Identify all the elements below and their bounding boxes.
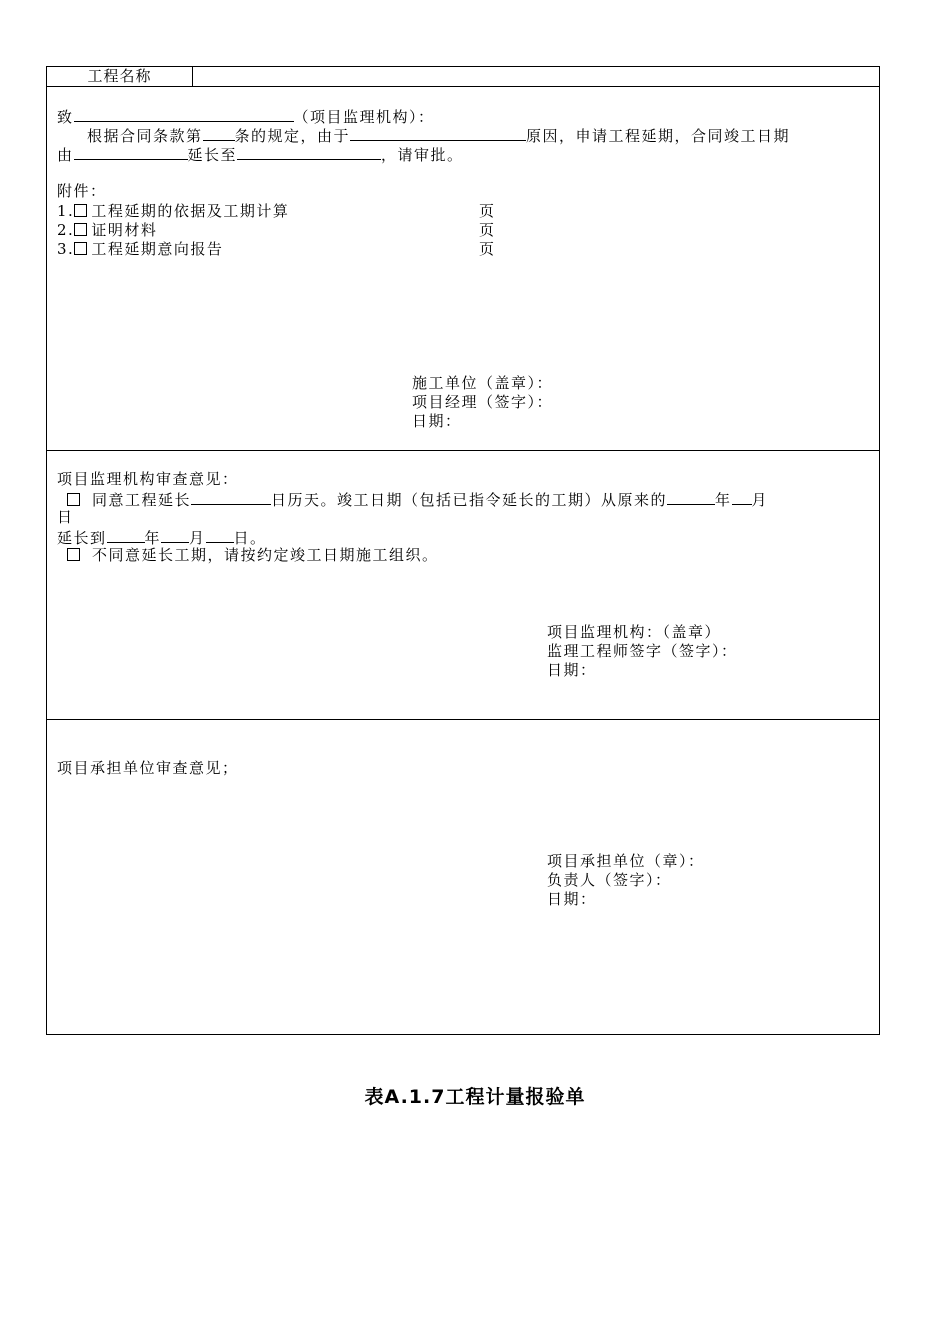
project-name-label: 工程名称: [47, 67, 193, 86]
table-caption: 表A.1.7工程计量报验单: [364, 1086, 586, 1108]
supervisor-seal-label: 项目监理机构：（盖章）: [547, 623, 722, 641]
pm-signature-label: 项目经理（签字）：: [412, 393, 554, 411]
disagree-line: 不同意延长工期，请按约定竣工日期施工组织。: [67, 546, 439, 565]
attachment-page: 页: [479, 221, 496, 239]
engineer-signature-label: 监理工程师签字（签字）：: [547, 642, 738, 660]
clause-line: 根据合同条款第 条的规定，由于 原因，申请工程延期，合同竣工日期: [87, 127, 791, 145]
original-day-label: 日: [57, 508, 74, 526]
attachment-item: 1. 工程延期的依据及工期计算: [57, 202, 290, 220]
clause-number-blank[interactable]: [203, 125, 235, 141]
date-label: 日期：: [412, 412, 462, 430]
days-blank[interactable]: [191, 489, 271, 505]
addressee-line: 致 （项目监理机构）：: [57, 108, 435, 126]
addressee-blank[interactable]: [74, 106, 294, 122]
date-label: 日期：: [547, 661, 597, 679]
checkbox[interactable]: [74, 204, 87, 217]
date-label: 日期：: [547, 890, 597, 908]
attachment-item: 2. 证明材料: [57, 221, 158, 239]
new-year-blank[interactable]: [107, 527, 145, 543]
original-month-blank[interactable]: [732, 489, 752, 505]
extension-application-form: [46, 66, 880, 1035]
checkbox[interactable]: [74, 223, 87, 236]
agree-checkbox[interactable]: [67, 493, 80, 506]
disagree-checkbox[interactable]: [67, 548, 80, 561]
checkbox[interactable]: [74, 242, 87, 255]
project-name-field[interactable]: [197, 67, 875, 86]
person-signature-label: 负责人（签字）：: [547, 871, 672, 889]
attachment-item: 3. 工程延期意向报告: [57, 240, 224, 258]
owner-seal-label: 项目承担单位（章）：: [547, 852, 705, 870]
extended-date-blank[interactable]: [237, 144, 381, 160]
extension-line: 由 延长至 ，请审批。: [57, 146, 464, 164]
owner-review-section: [47, 720, 879, 1034]
attachment-page: 页: [479, 240, 496, 258]
application-section: [47, 87, 879, 451]
original-year-blank[interactable]: [667, 489, 715, 505]
new-day-blank[interactable]: [206, 527, 234, 543]
project-name-row: [47, 67, 879, 87]
agree-line: 同意工程延长 日历天。竣工日期（包括已指令延长的工期）从原来的 年 月: [67, 489, 768, 510]
reason-blank[interactable]: [350, 125, 526, 141]
original-date-blank[interactable]: [74, 144, 188, 160]
owner-heading: 项目承担单位审查意见；: [57, 759, 239, 777]
contractor-seal-label: 施工单位（盖章）：: [412, 374, 554, 392]
attachments-label: 附件：: [57, 182, 107, 200]
new-month-blank[interactable]: [161, 527, 189, 543]
supervisor-review-section: [47, 451, 879, 720]
extend-to-line: 延长到 年 月 日。: [57, 529, 267, 547]
supervisor-heading: 项目监理机构审查意见：: [57, 470, 239, 488]
attachment-page: 页: [479, 202, 496, 220]
